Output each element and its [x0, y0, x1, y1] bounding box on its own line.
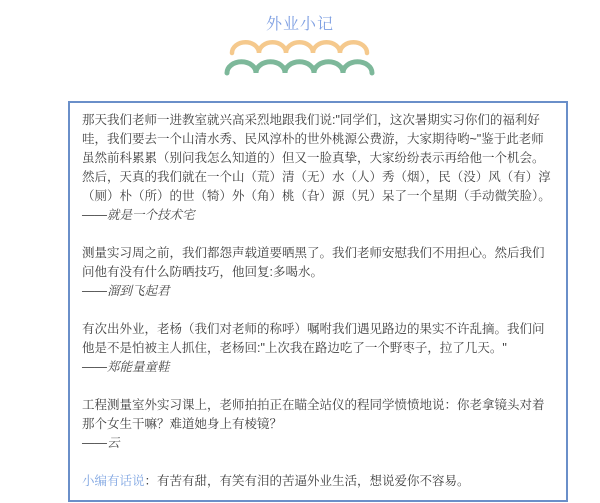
story-block-1 — [82, 111, 553, 225]
page-title: 外业小记 — [265, 16, 334, 33]
story-attribution: ——溜到飞起君 — [82, 284, 170, 298]
story-block-4 — [82, 396, 553, 453]
story-text: 工程测量室外实习课上，老师拍拍正在瞄全站仪的程同学愤愤地说：你老拿镜头对着那个女生干嘛？难道她身上有棱镜？ — [82, 398, 545, 431]
story-text: 有次出外业，老杨（我们对老师的称呼）嘱咐我们遇见路边的果实不许乱摘。我们问他是不是怕被主人抓住，老杨回:"上次我在路边吃了一个野枣子，拉了几天。" — [82, 322, 545, 355]
story-text: 那天我们老师一进教室就兴高采烈地跟我们说:"同学们，这次暑期实习你们的福利好哇，我们要去一个山清水秀、民风淳朴的世外桃源公费游，大家期待哟~"鉴于此老师虽然前科累累（别问我怎么知道的）但又一脸真挚，大家纷纷表示再给他一个机会。然后，天真的我们就在一个山（荒）清（无）水（人）秀（烟），民（没）风（有）淳（厕）朴（所）的世（犄）外（角）桃（旮）源（旯）呆了一个星期（手动微笑脸）。 — [82, 113, 551, 203]
green-wave-icon — [224, 58, 376, 76]
orange-wave-icon — [229, 39, 371, 56]
editor-note — [82, 472, 553, 491]
story-attribution: ——郑能量童鞋 — [82, 360, 170, 374]
story-attribution: ——就是一个技术宅 — [82, 208, 195, 222]
story-block-2 — [82, 244, 553, 301]
story-block-3 — [82, 320, 553, 377]
article-content-box — [68, 101, 568, 502]
story-text: 测量实习周之前，我们都怨声载道要晒黑了。我们老师安慰我们不用担心。然后我们问他有没有什么防晒技巧，他回复:多喝水。 — [82, 246, 545, 279]
wave-decoration — [0, 39, 600, 76]
editor-note-label: 小编有话说 — [82, 474, 145, 488]
editor-note-text: ：有苦有甜，有笑有泪的苦逼外业生活，想说爱你不容易。 — [144, 474, 470, 488]
story-attribution: ——云 — [82, 436, 120, 450]
